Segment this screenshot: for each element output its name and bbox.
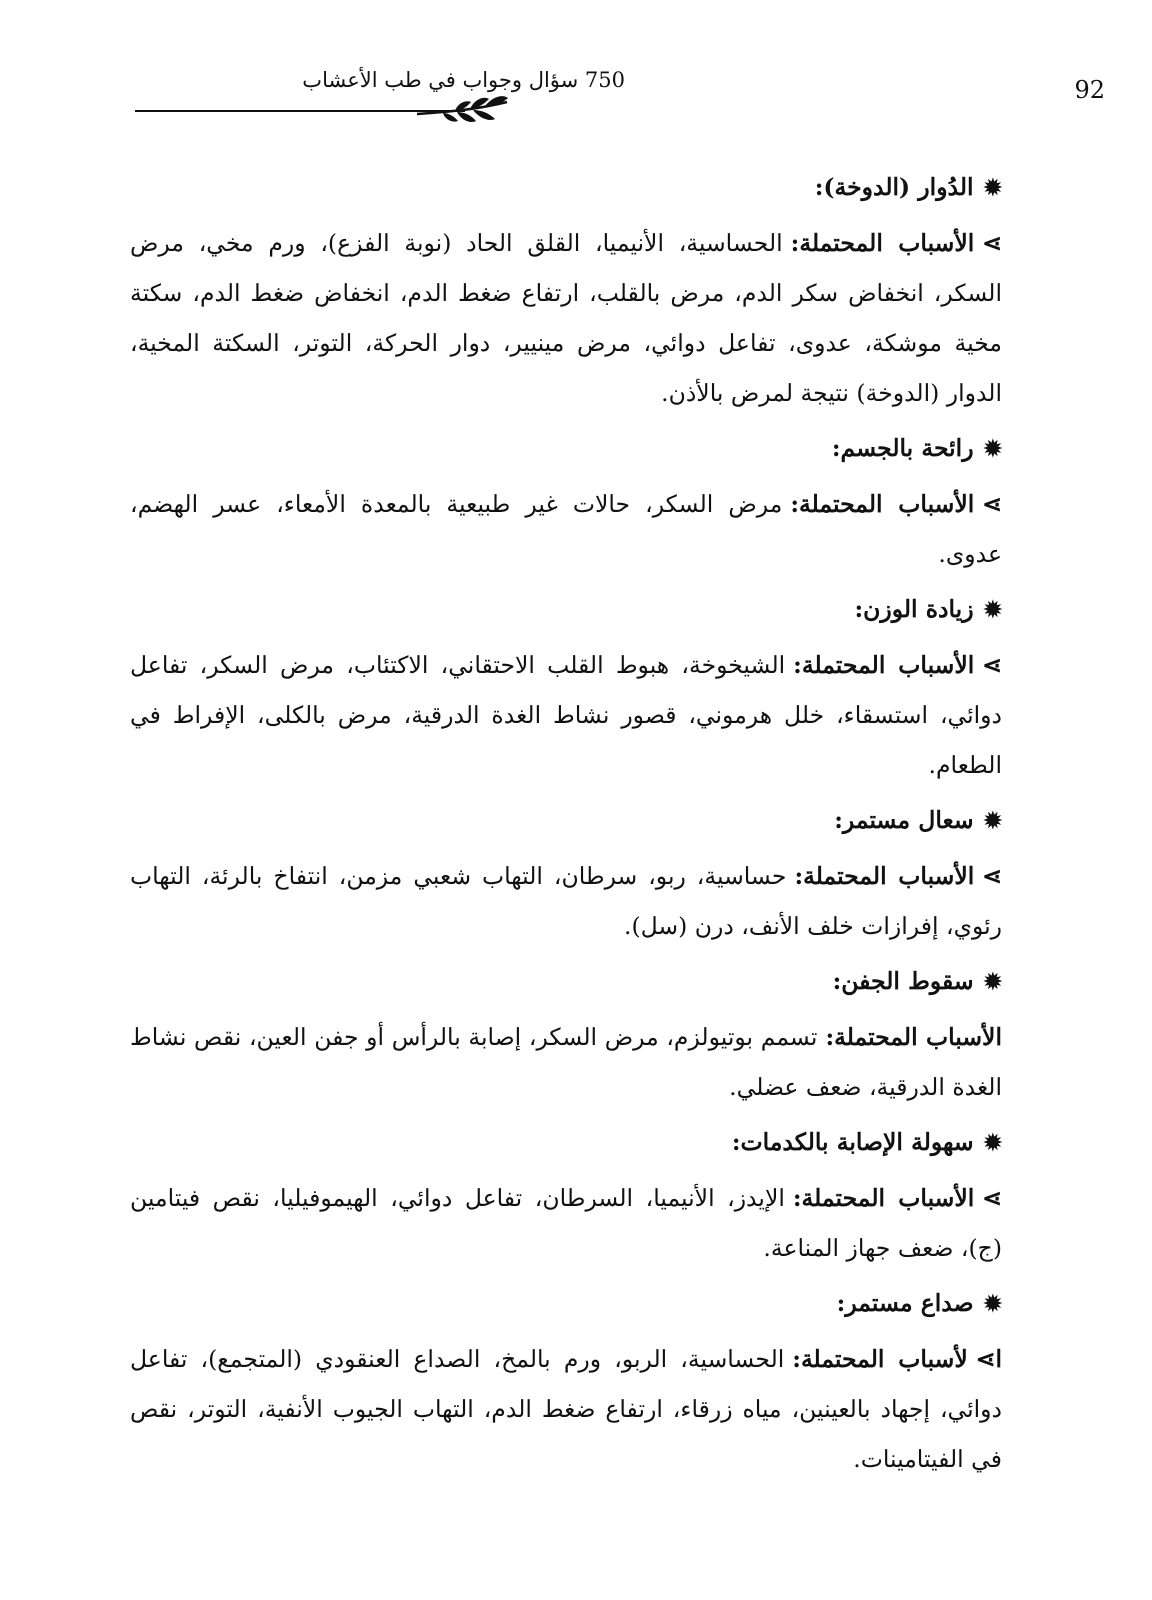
- causes-label: الأسباب المحتملة:: [825, 1023, 1002, 1051]
- causes-paragraph: [130, 1334, 1002, 1484]
- entry-title: الدُوار (الدوخة):: [814, 173, 974, 201]
- causes-paragraph: [130, 479, 1002, 579]
- causes-label: لأسباب المحتملة:: [792, 1345, 968, 1373]
- causes-label: الأسباب المحتملة:: [790, 490, 975, 518]
- leaf-ornament-icon: [415, 92, 510, 132]
- entry-title: سعال مستمر:: [834, 806, 974, 834]
- entry-title: سقوط الجفن:: [832, 967, 974, 995]
- page-content: [130, 162, 1002, 1489]
- causes-label: الأسباب المحتملة:: [792, 1184, 975, 1212]
- entry-heading: [130, 584, 1002, 635]
- causes-text: حساسية، ربو، سرطان، التهاب شعبي مزمن، انتفاخ بالرئة، التهاب رئوي، إفرازات خلف الأنف، درن (سل).: [130, 862, 1002, 940]
- causes-label: الأسباب المحتملة:: [790, 229, 975, 257]
- star-bullet-icon: ✹: [983, 175, 1002, 201]
- causes-label: الأسباب المحتملة:: [794, 862, 975, 890]
- entry-heading: [130, 1278, 1002, 1329]
- star-bullet-icon: ✹: [983, 969, 1002, 995]
- star-bullet-icon: ✹: [983, 808, 1002, 834]
- causes-paragraph: [130, 1173, 1002, 1273]
- entry-title: سهولة الإصابة بالكدمات:: [731, 1128, 974, 1156]
- star-bullet-icon: ✹: [983, 1291, 1002, 1317]
- page-header: [135, 62, 1105, 142]
- star-bullet-icon: ✹: [983, 436, 1002, 462]
- book-title: 750 سؤال وجواب في طب الأعشاب: [302, 68, 625, 92]
- entry-heading: [130, 162, 1002, 213]
- entry-heading: [130, 1117, 1002, 1168]
- entry-heading: [130, 956, 1002, 1007]
- causes-paragraph: [130, 1012, 1002, 1112]
- entry-title: زيادة الوزن:: [854, 595, 974, 623]
- causes-text: الشيخوخة، هبوط القلب الاحتقاني، الاكتئاب، مرض السكر، تفاعل دوائي، استسقاء، خلل هرموني، قصور نشاط الغدة الدرقية، مرض بالكلى، الإفراط في الطعام.: [130, 651, 1002, 779]
- arrow-bullet-icon: ⋗: [975, 1345, 996, 1373]
- page-number: 92: [1074, 76, 1105, 104]
- star-bullet-icon: ✹: [983, 597, 1002, 623]
- entry-heading: [130, 423, 1002, 474]
- causes-text: الحساسية، الربو، ورم بالمخ، الصداع العنقودي (المتجمع)، تفاعل دوائي، إجهاد بالعينين، مياه زرقاء، ارتفاع ضغط الدم، التهاب الجيوب الأنفية، التوتر، نقص في الفيتامينات.: [130, 1345, 1002, 1473]
- entry-title: رائحة بالجسم:: [831, 434, 974, 462]
- arrow-bullet-icon: ⋗: [982, 490, 1002, 518]
- arrow-bullet-icon: ⋗: [982, 229, 1002, 257]
- causes-paragraph: [130, 218, 1002, 418]
- causes-paragraph: [130, 851, 1002, 951]
- star-bullet-icon: ✹: [983, 1130, 1002, 1156]
- causes-paragraph: [130, 640, 1002, 790]
- arrow-bullet-icon: ⋗: [982, 862, 1002, 890]
- causes-text: الإيدز، الأنيميا، السرطان، تفاعل دوائي، الهيموفيليا، نقص فيتامين (ج)، ضعف جهاز المناعة.: [130, 1184, 1002, 1262]
- causes-text: مرض السكر، حالات غير طبيعية بالمعدة الأمعاء، عسر الهضم، عدوى.: [130, 490, 1002, 568]
- causes-text: تسمم بوتيولزم، مرض السكر، إصابة بالرأس أو جفن العين، نقص نشاط الغدة الدرقية، ضعف عضلي.: [130, 1023, 1002, 1101]
- arrow-bullet-icon: ⋗: [982, 1184, 1002, 1212]
- arrow-bullet-icon: ⋗: [982, 651, 1002, 679]
- entry-heading: [130, 795, 1002, 846]
- causes-text: الحساسية، الأنيميا، القلق الحاد (نوبة الفزع)، ورم مخي، مرض السكر، انخفاض سكر الدم، مرض بالقلب، ارتفاع ضغط الدم، انخفاض ضغط الدم، سكتة مخية موشكة، عدوى، تفاعل دوائي، مرض مينيير، دوار الحركة، التوتر، السكتة المخية، الدوار (الدوخة) نتيجة لمرض بالأذن.: [130, 229, 1002, 407]
- entry-title: صداع مستمر:: [836, 1289, 974, 1317]
- entries-list: [130, 162, 1002, 1484]
- causes-label: الأسباب المحتملة:: [793, 651, 975, 679]
- stray-prefix: ا: [995, 1345, 1002, 1373]
